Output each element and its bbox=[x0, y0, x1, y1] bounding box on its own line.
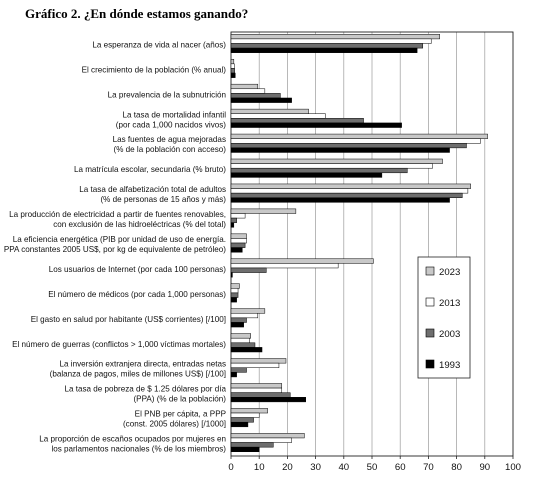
bar-2003 bbox=[231, 368, 247, 373]
bar-2003 bbox=[231, 393, 290, 398]
figure-title: Gráfico 2. ¿En dónde estamos ganando? bbox=[25, 6, 249, 21]
category-label-line: La tasa de pobreza de $ 1.25 dólares por día bbox=[64, 384, 226, 394]
bar-2013 bbox=[231, 39, 431, 44]
bar-2013 bbox=[231, 288, 238, 293]
category-label-line: (const. 2005 dólares) [/1000] bbox=[122, 419, 226, 429]
category-label-line: El crecimiento de la población (% anual) bbox=[81, 65, 226, 75]
category-label bbox=[79, 185, 226, 204]
category-label-line: (% de personas de 15 años y más) bbox=[100, 195, 226, 205]
category-label bbox=[4, 235, 226, 254]
x-tick-label: 60 bbox=[394, 462, 406, 473]
legend-label-2023: 2023 bbox=[439, 267, 461, 278]
x-tick-label: 90 bbox=[479, 462, 491, 473]
bar-2023 bbox=[231, 34, 440, 39]
category-label-line: PPA constantes 2005 US$, por kg de equivalente de petróleo) bbox=[3, 245, 226, 254]
legend bbox=[418, 257, 470, 378]
category-label-line: con exclusión de las hidroeléctricas (% del total) bbox=[53, 220, 226, 230]
x-axis-ticks bbox=[228, 456, 521, 473]
bar-2013 bbox=[231, 363, 279, 368]
bar-1993 bbox=[231, 397, 306, 402]
category-label-line: (PPA) (% de la población) bbox=[133, 394, 226, 404]
category-label-line: El número de guerras (conflictos > 1,000 víctimas mortales) bbox=[12, 339, 226, 349]
bar-2013 bbox=[231, 338, 249, 343]
bar-2013 bbox=[231, 139, 481, 144]
category-label-line: La producción de electricidad a partir de fuentes renovables, bbox=[9, 210, 226, 220]
bar-1993 bbox=[231, 248, 242, 253]
bar-2023 bbox=[231, 184, 471, 189]
bar-2013 bbox=[231, 64, 234, 69]
bar-2023 bbox=[231, 408, 268, 413]
bar-2003 bbox=[231, 268, 266, 273]
category-label bbox=[9, 210, 226, 229]
bar-2003 bbox=[231, 293, 238, 298]
bar-2003 bbox=[231, 343, 255, 348]
bar-1993 bbox=[231, 298, 237, 303]
bar-2013 bbox=[231, 438, 292, 443]
category-label bbox=[50, 360, 226, 379]
bar-2003 bbox=[231, 193, 462, 198]
grid-lines bbox=[259, 32, 485, 456]
bar-2003 bbox=[231, 318, 247, 323]
bar-2003 bbox=[231, 44, 423, 49]
bar-2013 bbox=[231, 164, 433, 169]
category-label bbox=[48, 290, 226, 299]
bar-2023 bbox=[231, 159, 443, 164]
x-tick-label: 20 bbox=[282, 462, 293, 473]
bar-2013 bbox=[231, 238, 247, 243]
x-tick-label: 10 bbox=[253, 462, 265, 473]
bar-2003 bbox=[231, 168, 407, 173]
bar-2013 bbox=[231, 313, 258, 318]
bar-1993 bbox=[231, 447, 259, 452]
category-label bbox=[49, 265, 227, 274]
x-tick-label: 70 bbox=[423, 462, 434, 473]
category-label-line: La matrícula escolar, secundaria (% bruto) bbox=[73, 165, 226, 175]
bar-1993 bbox=[231, 73, 235, 78]
category-label-line: Los usuarios de Internet (por cada 100 personas) bbox=[48, 264, 226, 274]
category-label bbox=[74, 165, 226, 174]
bar-2023 bbox=[231, 433, 304, 438]
bar-2023 bbox=[231, 84, 258, 89]
bar-2013 bbox=[231, 388, 282, 393]
legend-label-1993: 1993 bbox=[439, 360, 461, 371]
bar-2023 bbox=[231, 309, 265, 314]
bar-2023 bbox=[231, 134, 488, 139]
x-tick-label: 50 bbox=[366, 462, 378, 473]
bar-2013 bbox=[231, 114, 325, 119]
legend-swatch-2023 bbox=[426, 267, 434, 275]
x-tick-label: 0 bbox=[228, 462, 234, 473]
bar-1993 bbox=[231, 48, 417, 53]
bar-1993 bbox=[231, 273, 232, 278]
bar-2023 bbox=[231, 383, 282, 388]
category-label-line: La prevalencia de la subnutrición bbox=[107, 90, 226, 100]
bar-2003 bbox=[231, 418, 254, 423]
bar-1993 bbox=[231, 123, 402, 128]
x-tick-label: 30 bbox=[310, 462, 321, 473]
bar-1993 bbox=[231, 148, 450, 153]
category-label-line: La esperanza de vida al nacer (años) bbox=[92, 40, 226, 50]
bar-2023 bbox=[231, 234, 247, 239]
category-label bbox=[64, 385, 226, 404]
bar-2023 bbox=[231, 109, 309, 114]
bar-2013 bbox=[231, 413, 259, 418]
bar-1993 bbox=[231, 422, 248, 427]
bar-1993 bbox=[231, 223, 234, 228]
bar-2023 bbox=[231, 259, 373, 264]
bar-2003 bbox=[231, 68, 235, 73]
category-label-line: Las fuentes de agua mejoradas bbox=[112, 135, 226, 145]
bar-2023 bbox=[231, 359, 286, 364]
category-label-line: (% de la población con acceso) bbox=[113, 145, 226, 155]
category-label-line: La proporción de escaños ocupados por mujeres en bbox=[39, 434, 226, 444]
category-labels bbox=[4, 40, 227, 453]
legend-swatch-2003 bbox=[426, 329, 434, 337]
bar-1993 bbox=[231, 173, 382, 178]
bar-2023 bbox=[231, 334, 251, 339]
legend-swatch-1993 bbox=[426, 360, 434, 368]
category-label bbox=[31, 315, 226, 324]
legend-label-2013: 2013 bbox=[439, 298, 461, 309]
bar-1993 bbox=[231, 372, 237, 377]
bar-2003 bbox=[231, 218, 237, 223]
category-label bbox=[12, 340, 226, 349]
category-label bbox=[82, 65, 227, 74]
category-label-line: La tasa de alfabetización total de adultos bbox=[79, 185, 226, 195]
bar-2003 bbox=[231, 243, 245, 248]
bar-2003 bbox=[231, 118, 364, 123]
category-label-line: (balanza de pagos, miles de millones US$) [/100] bbox=[49, 369, 226, 379]
legend-label-2003: 2003 bbox=[439, 329, 461, 340]
category-label bbox=[92, 40, 226, 49]
bars bbox=[231, 34, 488, 451]
category-label bbox=[113, 135, 227, 154]
bar-2023 bbox=[231, 284, 239, 289]
x-tick-label: 80 bbox=[451, 462, 462, 473]
bar-2003 bbox=[231, 443, 273, 448]
category-label bbox=[123, 410, 226, 429]
bar-1993 bbox=[231, 98, 292, 103]
bar-2013 bbox=[231, 263, 338, 268]
category-label-line: El PNB per cápita, a PPP bbox=[134, 409, 226, 419]
bar-2023 bbox=[231, 59, 234, 64]
x-tick-label: 100 bbox=[504, 462, 522, 473]
category-label bbox=[39, 435, 226, 454]
bar-2013 bbox=[231, 189, 468, 194]
category-label bbox=[116, 110, 227, 129]
category-label bbox=[108, 90, 226, 99]
category-label-line: los parlamentos nacionales (% de los miembros) bbox=[51, 444, 226, 454]
bar-2013 bbox=[231, 213, 245, 218]
x-tick-label: 40 bbox=[338, 462, 350, 473]
category-label-line: La tasa de mortalidad infantil bbox=[122, 110, 226, 120]
category-label-line: (por cada 1,000 nacidos vivos) bbox=[115, 120, 226, 130]
category-label-line: La inversión extranjera directa, entradas netas bbox=[59, 359, 226, 369]
category-label-line: La eficiencia energética (PIB por unidad de uso de energía. bbox=[12, 235, 226, 244]
legend-swatch-2013 bbox=[426, 298, 434, 306]
bar-2023 bbox=[231, 209, 296, 214]
bar-2003 bbox=[231, 93, 280, 98]
bar-1993 bbox=[231, 322, 244, 327]
bar-2013 bbox=[231, 89, 265, 94]
category-label-line: El número de médicos (por cada 1,000 personas) bbox=[48, 289, 226, 299]
bar-1993 bbox=[231, 347, 262, 352]
bar-2003 bbox=[231, 143, 466, 148]
bar-1993 bbox=[231, 198, 450, 203]
category-label-line: El gasto en salud por habitante (US$ corrientes) [/100] bbox=[30, 314, 226, 324]
